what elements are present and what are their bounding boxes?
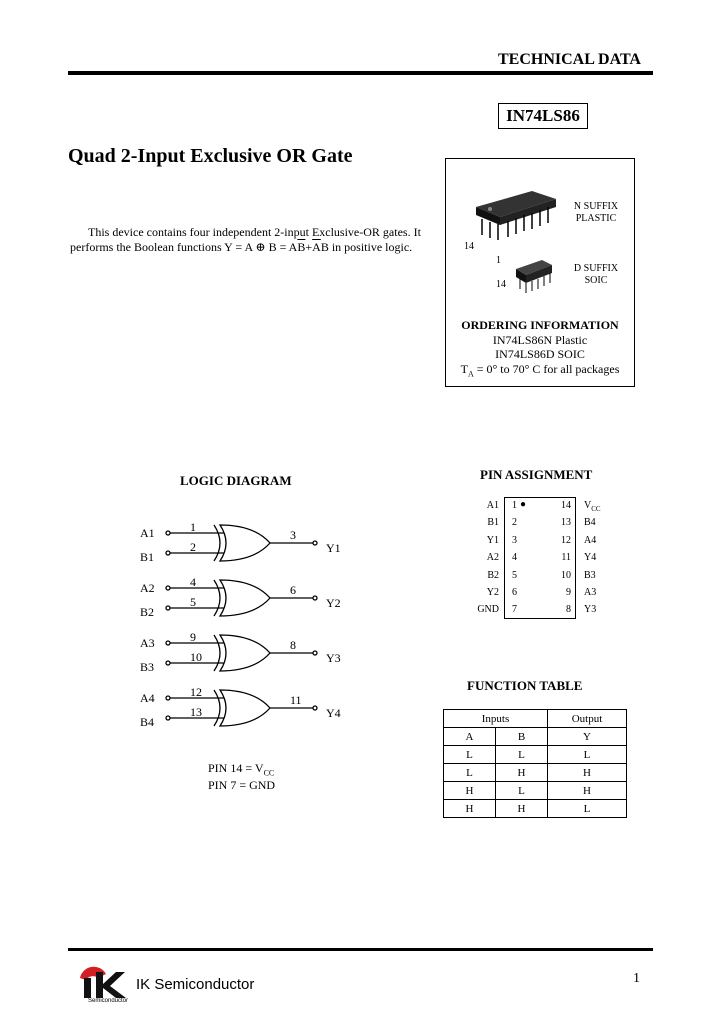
ordering-title: ORDERING INFORMATION xyxy=(461,318,619,332)
page-title: Quad 2-Input Exclusive OR Gate xyxy=(68,145,353,167)
pin-number-b: 5 xyxy=(190,595,196,609)
xor-back-curve xyxy=(214,635,220,671)
xor-body xyxy=(220,635,270,671)
input-label-b: B1 xyxy=(140,550,155,564)
xor-back-curve xyxy=(214,580,220,616)
pin-number-a: 12 xyxy=(190,685,202,699)
input-label-b: B2 xyxy=(140,605,155,619)
description-line2-prefix: performs the Boolean functions Y = A ⊕ B = A xyxy=(70,240,298,254)
dip-pin14-label: 14 xyxy=(464,241,474,252)
pin-name-left: B2 xyxy=(487,569,499,581)
pin-assignment-title: PIN ASSIGNMENT xyxy=(480,467,593,482)
page-number: 1 xyxy=(633,971,640,986)
output-header: Output xyxy=(548,710,627,728)
soic-pin14-label: 14 xyxy=(496,279,506,290)
inputs-header: Inputs xyxy=(444,710,548,728)
gnd-note: PIN 7 = GND xyxy=(208,778,276,793)
header-rule xyxy=(68,71,653,75)
pin-name-right: A4 xyxy=(584,534,597,546)
table-cell: H xyxy=(496,800,548,818)
input-label-b: B4 xyxy=(140,715,155,729)
soic-package-icon xyxy=(516,260,552,293)
input-terminal-b xyxy=(166,661,170,665)
input-label-a: A4 xyxy=(140,691,155,705)
pin-name-left: GND xyxy=(477,604,499,616)
pin1-dot-icon: ● xyxy=(520,499,527,510)
vcc-sub: CC xyxy=(263,768,275,778)
function-table xyxy=(443,709,627,818)
company-name: IK Semiconductor xyxy=(136,976,255,993)
pin-number-left: 1 xyxy=(512,500,517,511)
pin-number-a: 1 xyxy=(190,520,196,534)
overline-b: $\overline{B}$ xyxy=(297,240,306,254)
pin-number-left: 5 xyxy=(512,569,517,581)
input-terminal-b xyxy=(166,716,170,720)
function-table-title: FUNCTION TABLE xyxy=(467,678,583,693)
input-terminal-a xyxy=(166,641,170,645)
footer-rule xyxy=(68,948,653,951)
header-title: TECHNICAL DATA xyxy=(498,51,641,68)
pin-name-right: Y3 xyxy=(584,604,597,616)
pin-number-right: 8 xyxy=(566,604,571,616)
temp-prefix: T xyxy=(460,362,468,376)
dip-package-icon xyxy=(476,191,556,240)
table-cell: L xyxy=(444,764,496,782)
output-terminal xyxy=(313,541,317,545)
pin-number-right: 12 xyxy=(561,534,571,546)
table-row xyxy=(444,800,627,818)
pin-name-right: B3 xyxy=(584,569,596,581)
description-line2-suffix: B in positive logic. xyxy=(320,240,413,254)
pin-number-out: 6 xyxy=(290,583,296,597)
table-cell: H xyxy=(496,764,548,782)
input-terminal-b xyxy=(166,551,170,555)
order-line-plastic: IN74LS86N Plastic xyxy=(492,333,588,347)
pin-number-out: 11 xyxy=(290,693,302,707)
pin-name-left: B1 xyxy=(487,517,499,529)
table-cell: H xyxy=(444,782,496,800)
description xyxy=(70,225,435,255)
overline-a: $\overline{A}$ xyxy=(312,240,321,254)
pin-number-right: 10 xyxy=(561,569,571,581)
output-terminal xyxy=(313,651,317,655)
pin-number-b: 2 xyxy=(190,540,196,554)
table-row xyxy=(444,764,627,782)
pin-name-left: Y2 xyxy=(486,587,499,598)
pin-number-b: 13 xyxy=(190,705,202,719)
input-label-a: A1 xyxy=(140,526,155,540)
xor-back-curve xyxy=(214,525,220,561)
pin-name-left: A2 xyxy=(486,552,499,564)
pin-number-out: 3 xyxy=(290,528,296,542)
output-terminal xyxy=(313,596,317,600)
pin-number-out: 8 xyxy=(290,638,296,652)
table-cell: L xyxy=(496,746,548,764)
table-row xyxy=(444,746,627,764)
d-suffix-type: SOIC xyxy=(584,275,608,286)
table-row xyxy=(444,782,627,800)
package-box xyxy=(445,158,635,387)
dip-pin1-label: 1 xyxy=(496,255,501,266)
pin-name-right: A3 xyxy=(584,587,597,598)
order-line-soic: IN74LS86D SOIC xyxy=(495,347,585,361)
input-terminal-a xyxy=(166,586,170,590)
table-cell: L xyxy=(444,746,496,764)
output-terminal xyxy=(313,706,317,710)
output-label: Y3 xyxy=(326,651,341,665)
pin-number-left: 7 xyxy=(512,604,517,616)
input-label-a: A2 xyxy=(140,581,155,595)
logic-diagram xyxy=(130,515,360,745)
table-cell: H xyxy=(548,764,627,782)
part-number: IN74LS86 xyxy=(498,103,588,129)
output-label: Y2 xyxy=(326,596,341,610)
input-terminal-b xyxy=(166,606,170,610)
pin-number-right: 13 xyxy=(561,517,571,529)
pin-number-left: 3 xyxy=(512,534,517,546)
n-suffix-label: N SUFFIX xyxy=(573,201,619,212)
column-header-y: Y xyxy=(548,728,627,746)
d-suffix-label: D SUFFIX xyxy=(573,263,619,274)
logo-subtitle: Semiconductor xyxy=(88,998,129,1004)
input-label-a: A3 xyxy=(140,636,155,650)
pin-name-right: Y4 xyxy=(584,552,597,564)
ik-logo-icon xyxy=(76,964,132,1000)
pin-number-right: 14 xyxy=(561,500,571,511)
input-terminal-a xyxy=(166,531,170,535)
pin-name-left: A1 xyxy=(486,500,499,511)
pin-name-right: B4 xyxy=(584,517,596,529)
pin-number-left: 2 xyxy=(512,517,517,529)
xor-body xyxy=(220,580,270,616)
column-header-b: B xyxy=(496,728,548,746)
table-cell: H xyxy=(444,800,496,818)
pin-number-left: 4 xyxy=(512,552,517,564)
temperature-range xyxy=(446,362,634,378)
vcc-note: PIN 14 = V xyxy=(208,761,264,775)
xor-body xyxy=(220,690,270,726)
column-header-a: A xyxy=(444,728,496,746)
input-label-b: B3 xyxy=(140,660,155,674)
temp-sub: A xyxy=(467,369,474,379)
pin-number-left: 6 xyxy=(512,587,517,598)
power-notes xyxy=(208,762,275,792)
output-label: Y4 xyxy=(326,706,341,720)
table-cell: H xyxy=(548,782,627,800)
pin-number-b: 10 xyxy=(190,650,202,664)
pin-number-a: 9 xyxy=(190,630,196,644)
n-suffix-type: PLASTIC xyxy=(575,213,617,224)
table-cell: L xyxy=(496,782,548,800)
pin-name-right: $V_{CC}$ xyxy=(584,500,601,513)
input-terminal-a xyxy=(166,696,170,700)
temp-rest: = 0° to 70° C for all packages xyxy=(473,362,620,376)
logic-diagram-title: LOGIC DIAGRAM xyxy=(180,473,292,488)
pin-number-right: 11 xyxy=(561,552,571,564)
table-cell: L xyxy=(548,746,627,764)
table-cell: L xyxy=(548,800,627,818)
xor-back-curve xyxy=(214,690,220,726)
description-line1: This device contains four independent 2-input Exclusive-OR gates. It xyxy=(88,225,421,239)
pin-number-right: 9 xyxy=(566,587,571,598)
output-label: Y1 xyxy=(326,541,341,555)
pin-name-left: Y1 xyxy=(486,534,499,546)
xor-body xyxy=(220,525,270,561)
pin-number-a: 4 xyxy=(190,575,196,589)
description-plus: + xyxy=(305,240,313,254)
